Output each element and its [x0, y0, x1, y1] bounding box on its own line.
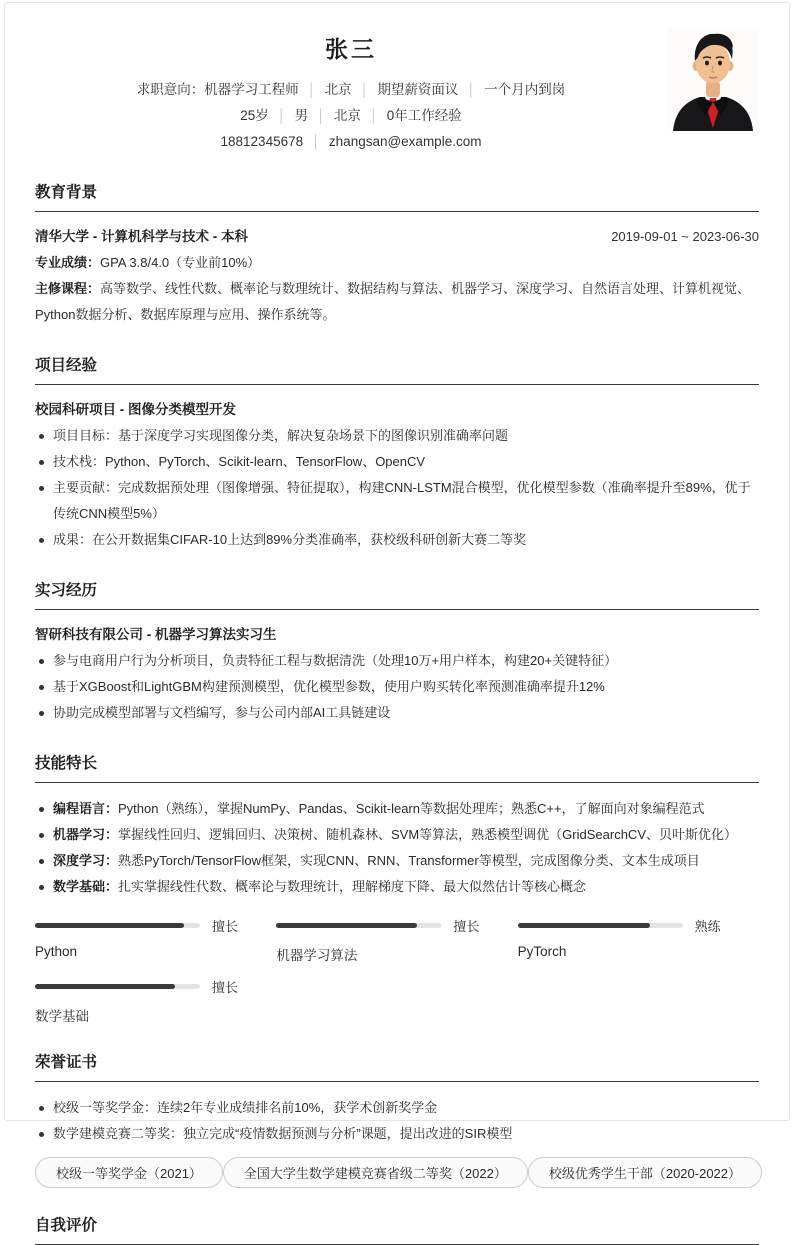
skill-name: 机器学习算法	[276, 948, 358, 963]
location: 北京	[333, 108, 361, 123]
gpa-label: 专业成绩：	[35, 255, 101, 270]
skill-text: Python（熟练），掌握NumPy、Pandas、Scikit-learn等数据处理库；熟悉C++，了解面向对象编程范式	[118, 801, 705, 816]
school-degree: 清华大学 - 计算机科学与技术 - 本科	[35, 229, 248, 244]
skill-name: PyTorch	[517, 944, 567, 959]
project-bullet-list	[35, 423, 759, 553]
list-item: 参与电商用户行为分析项目，负责特征工程与数据清洗（处理10万+用户样本，构建20+关键特征）	[35, 648, 759, 674]
section-self-evaluation	[35, 1213, 759, 1245]
list-item: 数学建模竞赛二等奖：独立完成“疫情数据预测与分析”课题，提出改进的SIR模型	[35, 1121, 759, 1147]
list-item: 基于XGBoost和LightGBM构建预测模型，优化模型参数，使用户购买转化率预测准确率提升12%	[35, 674, 759, 700]
avatar-man-suit-icon	[667, 28, 759, 131]
honors-bullet-list	[35, 1095, 759, 1147]
separator-glyph: │	[317, 109, 325, 123]
list-item: 技术栈：Python、PyTorch、Scikit-learn、TensorFlow、OpenCV	[35, 449, 759, 475]
separator-glyph: │	[277, 109, 286, 123]
skill-name: Python	[35, 944, 78, 959]
salary-expectation: 期望薪资面议	[377, 82, 459, 97]
separator-glyph: │	[369, 109, 378, 123]
job-intent: 求职意向：机器学习工程师	[136, 82, 299, 97]
header-text-block	[35, 23, 667, 155]
skill-bar-math	[35, 977, 276, 1025]
list-item: 主要贡献：完成数据预处理（图像增强、特征提取），构建CNN-LSTM混合模型，优化模型参数（准确率提升至89%，优于传统CNN模型5%）	[35, 475, 759, 527]
honor-badges-row	[35, 1157, 759, 1188]
availability: 一个月内到岗	[484, 82, 566, 97]
section-title-internship: 实习经历	[35, 578, 759, 610]
progress-fill	[35, 923, 184, 928]
section-internship	[35, 578, 759, 726]
list-item: 校级一等奖学金：连续2年专业成绩排名前10%，获学术创新奖学金	[35, 1095, 759, 1121]
honor-badge: 校级一等奖学金（2021）	[35, 1157, 223, 1188]
gpa-line	[35, 250, 759, 276]
section-title-honors: 荣誉证书	[35, 1050, 759, 1082]
skill-bar-pytorch	[518, 916, 759, 964]
bar-row	[35, 977, 276, 996]
contact-line	[35, 129, 667, 155]
list-item	[35, 848, 759, 874]
skills-body	[35, 783, 759, 1025]
bar-row	[518, 916, 759, 935]
courses-value: 高等数学、线性代数、概率论与数理统计、数据结构与算法、机器学习、深度学习、自然语言处理、计算机视觉、Python数据分析、数据库原理与应用、操作系统等。	[35, 281, 751, 322]
skill-text: 熟悉PyTorch/TensorFlow框架，实现CNN、RNN、Transformer等模型，完成图像分类、文本生成项目	[118, 853, 700, 868]
internship-body	[35, 610, 759, 726]
candidate-name: 张三	[325, 36, 377, 62]
courses-label: 主修课程：	[35, 281, 101, 296]
job-city: 北京	[324, 82, 352, 97]
progress-fill	[518, 923, 650, 928]
skill-label: 机器学习：	[53, 827, 119, 842]
bar-row	[276, 916, 517, 935]
gpa-value: GPA 3.8/4.0（专业前10%）	[100, 255, 261, 270]
section-title-education: 教育背景	[35, 180, 759, 212]
work-experience: 0年工作经验	[386, 108, 462, 123]
separator-glyph: │	[312, 135, 320, 149]
skill-bar-python	[35, 916, 276, 964]
internship-bullet-list	[35, 648, 759, 726]
skill-level: 熟练	[694, 919, 721, 934]
project-entry-head	[35, 398, 759, 418]
skill-bars-grid	[35, 916, 759, 1025]
skill-text: 掌握线性回归、逻辑回归、决策树、随机森林、SVM等算法，熟悉模型调优（GridSearchCV、贝叶斯优化）	[118, 827, 737, 842]
honors-body	[35, 1082, 759, 1188]
education-dates: 2019-09-01 ~ 2023-06-30	[611, 229, 759, 244]
progress-track	[35, 923, 200, 928]
skill-level: 擅长	[212, 980, 239, 995]
progress-track	[276, 923, 441, 928]
resume-page	[4, 2, 790, 1234]
internship-entry-head	[35, 623, 759, 643]
project-title: 校园科研项目 - 图像分类模型开发	[35, 402, 236, 417]
section-title-self-evaluation: 自我评价	[35, 1213, 759, 1245]
progress-fill	[276, 923, 416, 928]
honor-badge: 校级优秀学生干部（2020-2022）	[528, 1157, 762, 1188]
resume-header	[35, 3, 759, 155]
gender: 男	[294, 108, 309, 123]
personal-info-line	[35, 103, 667, 129]
section-honors	[35, 1050, 759, 1188]
skill-text: 扎实掌握线性代数、概率论与数理统计，理解梯度下降、最大似然估计等核心概念	[118, 879, 587, 894]
skill-label: 深度学习：	[53, 853, 119, 868]
email-address: zhangsan@example.com	[328, 134, 482, 149]
courses-line	[35, 276, 759, 328]
phone-number: 18812345678	[220, 134, 304, 149]
list-item	[35, 822, 759, 848]
bar-row	[35, 916, 276, 935]
section-skills	[35, 751, 759, 1025]
section-projects	[35, 353, 759, 553]
skill-level: 擅长	[212, 919, 239, 934]
progress-fill	[35, 984, 175, 989]
separator-glyph: │	[360, 83, 369, 97]
list-item: 协助完成模型部署与文档编写，参与公司内部AI工具链建设	[35, 700, 759, 726]
skill-label: 数学基础：	[53, 879, 119, 894]
separator-glyph: │	[307, 83, 316, 97]
section-education	[35, 180, 759, 328]
skills-bullet-list	[35, 796, 759, 900]
separator-glyph: │	[467, 83, 476, 97]
section-title-skills: 技能特长	[35, 751, 759, 783]
list-item	[35, 874, 759, 900]
age: 25岁	[240, 108, 269, 123]
list-item: 项目目标：基于深度学习实现图像分类，解决复杂场景下的图像识别准确率问题	[35, 423, 759, 449]
projects-body	[35, 385, 759, 553]
progress-track	[518, 923, 683, 928]
section-title-projects: 项目经验	[35, 353, 759, 385]
list-item: 成果：在公开数据集CIFAR-10上达到89%分类准确率，获校级科研创新大赛二等奖	[35, 527, 759, 553]
profile-photo	[667, 28, 759, 131]
internship-title: 智研科技有限公司 - 机器学习算法实习生	[35, 627, 277, 642]
education-body	[35, 212, 759, 328]
education-entry-head	[35, 225, 759, 245]
skill-level: 擅长	[453, 919, 480, 934]
skill-bar-ml	[276, 916, 517, 964]
honor-badge: 全国大学生数学建模竞赛省级二等奖（2022）	[223, 1157, 528, 1188]
job-intent-line	[35, 77, 667, 103]
skill-name: 数学基础	[35, 1009, 89, 1024]
skill-label: 编程语言：	[53, 801, 119, 816]
list-item	[35, 796, 759, 822]
progress-track	[35, 984, 200, 989]
